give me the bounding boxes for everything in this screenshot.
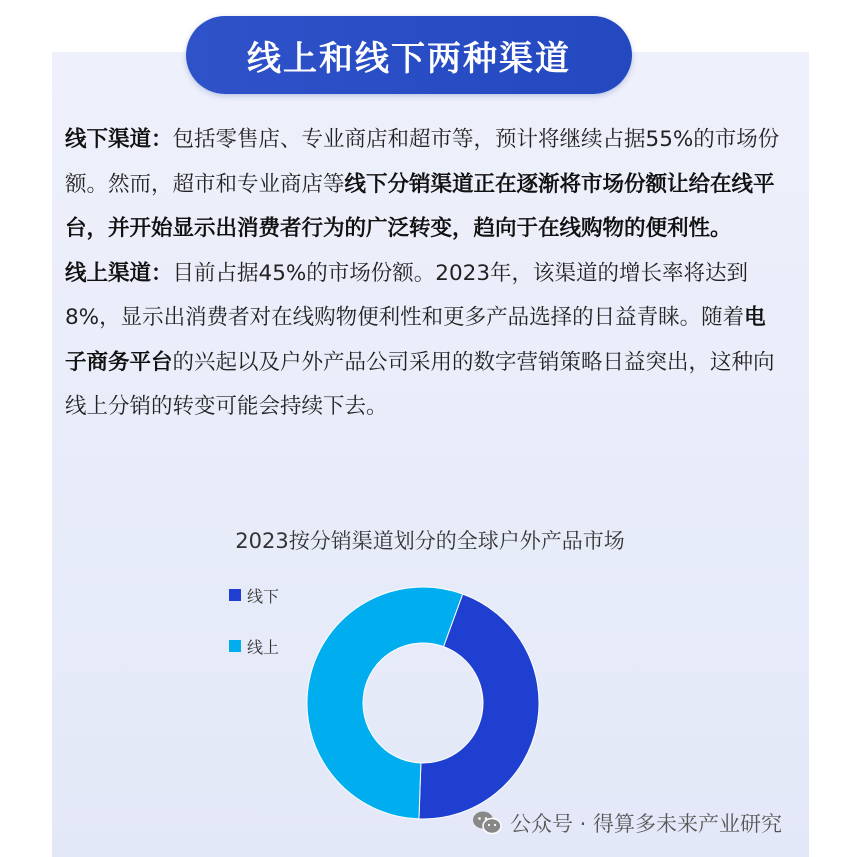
legend-item-offline [229, 584, 279, 606]
legend-item-online [229, 635, 279, 657]
chart-legend [229, 584, 279, 686]
legend-label: 线上 [247, 637, 280, 657]
paragraph-offline [65, 118, 785, 252]
donut-chart [300, 580, 546, 826]
wechat-icon [472, 810, 502, 836]
paragraph-online [65, 252, 785, 430]
paragraph-bold-text: 电子商务平台 [65, 305, 766, 375]
legend-swatch [229, 640, 241, 652]
title-banner [186, 16, 632, 94]
legend-label: 线下 [247, 586, 280, 606]
body-text [65, 118, 785, 430]
paragraph-label: 线下渠道： [65, 127, 173, 152]
paragraph-text: 目前占据45%的市场份额。2023年，该渠道的增长率将达到8%，显示出消费者对在线购物便利性和更多产品选择的日益青睐。随着 [65, 260, 749, 330]
paragraph-label: 线上渠道： [65, 260, 173, 286]
watermark-text: 公众号 · 得算多未来产业研究 [510, 812, 783, 836]
chart-title: 2023按分销渠道划分的全球户外产品市场 [235, 529, 625, 553]
page-title: 线上和线下两种渠道 [247, 38, 571, 79]
paragraph-text: 包括零售店、专业商店和超市等，预计将继续占据55%的市场份额。然而，超市和专业商店等 [65, 127, 780, 197]
legend-swatch [229, 589, 241, 601]
paragraph-text-tail: 的兴起以及户外产品公司采用的数字营销策略日益突出，这种向线上分销的转变可能会持续下去。 [65, 349, 775, 419]
watermark [472, 808, 782, 838]
paragraph-bold-text: 线下分销渠道正在逐渐将市场份额让给在线平台，并开始显示出消费者行为的广泛转变，趋向于在线购物的便利性。 [65, 171, 775, 241]
